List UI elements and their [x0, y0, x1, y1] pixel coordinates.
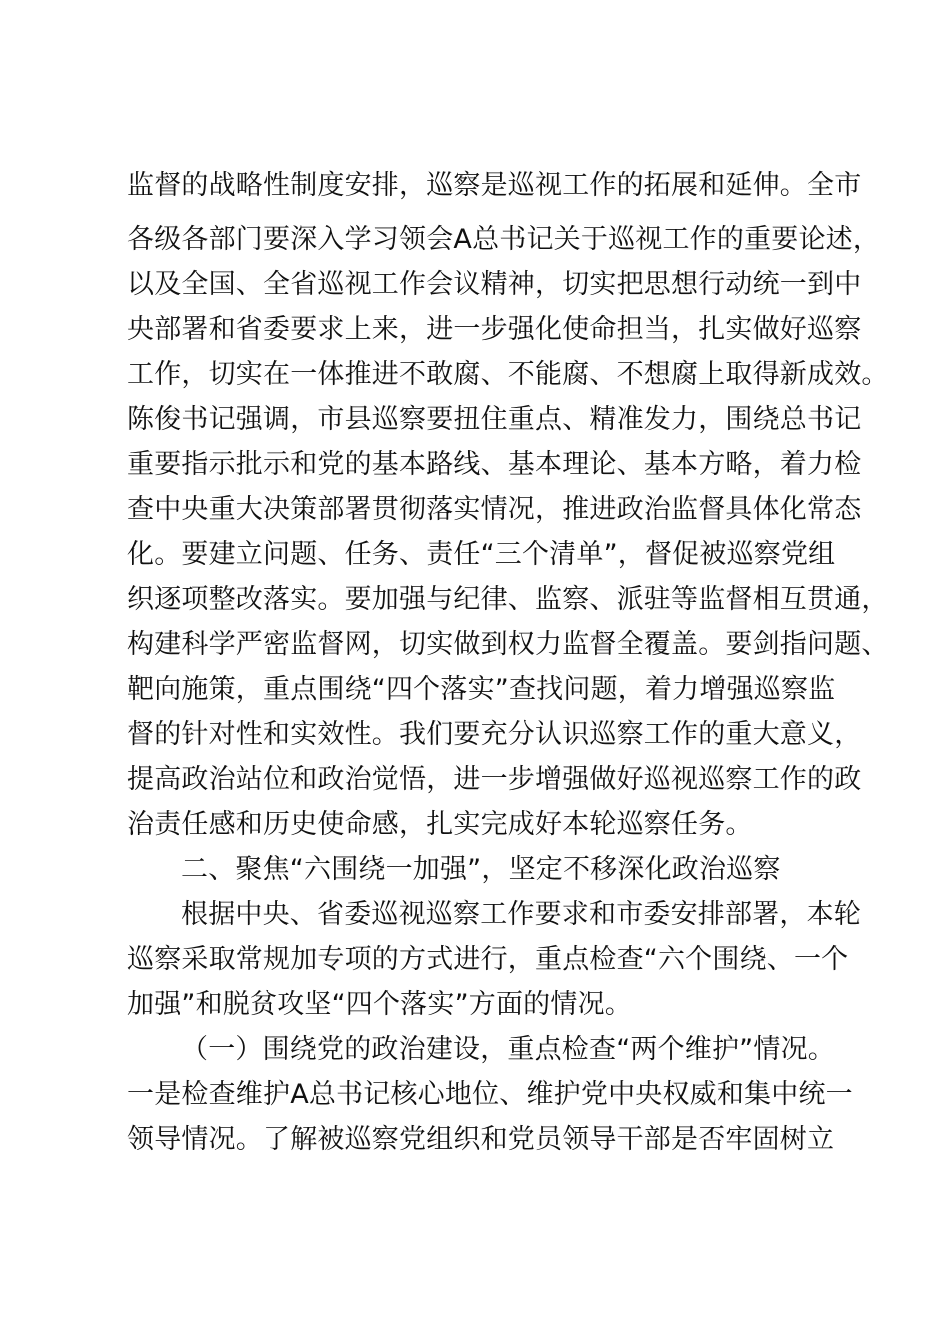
text-line: 提高政治站位和政治觉悟，进一步增强做好巡视巡察工作的政 [127, 764, 862, 795]
text-line: 各级各部门要深入学习领会A总书记关于巡视工作的重要论述， [127, 224, 881, 255]
text-line: 重要指示批示和党的基本路线、基本理论、基本方略，着力检 [127, 449, 862, 480]
text-line: 巡察采取常规加专项的方式进行，重点检查“六个围绕、一个 [127, 944, 849, 975]
text-line: 化。要建立问题、任务、责任“三个清单”，督促被巡察党组 [127, 539, 836, 570]
text-line: 央部署和省委要求上来，进一步强化使命担当，扎实做好巡察 [127, 314, 862, 345]
text-line: 查中央重大决策部署贯彻落实情况，推进政治监督具体化常态 [127, 494, 862, 525]
text-line: 加强”和脱贫攻坚“四个落实”方面的情况。 [127, 989, 632, 1020]
text-line: 织逐项整改落实。要加强与纪律、监察、派驻等监督相互贯通， [127, 584, 889, 615]
text-line: 工作，切实在一体推进不敢腐、不能腐、不想腐上取得新成效。 [127, 359, 889, 390]
text-line: 陈俊书记强调，市县巡察要扭住重点、精准发力，围绕总书记 [127, 404, 862, 435]
text-line: 监督的战略性制度安排，巡察是巡视工作的拓展和延伸。全市 [127, 170, 862, 201]
subsection-heading: （一）围绕党的政治建设，重点检查“两个维护”情况。 [181, 1034, 835, 1065]
text-line: 领导情况。了解被巡察党组织和党员领导干部是否牢固树立 [127, 1124, 835, 1155]
text-line: 靶向施策，重点围绕“四个落实”查找问题，着力增强巡察监 [127, 674, 836, 705]
text-line: 督的针对性和实效性。我们要充分认识巡察工作的重大意义， [127, 719, 862, 750]
text-line: 一是检查维护A总书记核心地位、维护党中央权威和集中统一 [127, 1079, 853, 1110]
text-line: 构建科学严密监督网，切实做到权力监督全覆盖。要剑指问题、 [127, 629, 889, 660]
text-line: 以及全国、全省巡视工作会议精神，切实把思想行动统一到中 [127, 269, 862, 300]
text-line: 治责任感和历史使命感，扎实完成好本轮巡察任务。 [127, 809, 753, 840]
section-heading: 二、聚焦“六围绕一加强”，坚定不移深化政治巡察 [181, 854, 781, 885]
text-line: 根据中央、省委巡视巡察工作要求和市委安排部署，本轮 [181, 899, 861, 930]
